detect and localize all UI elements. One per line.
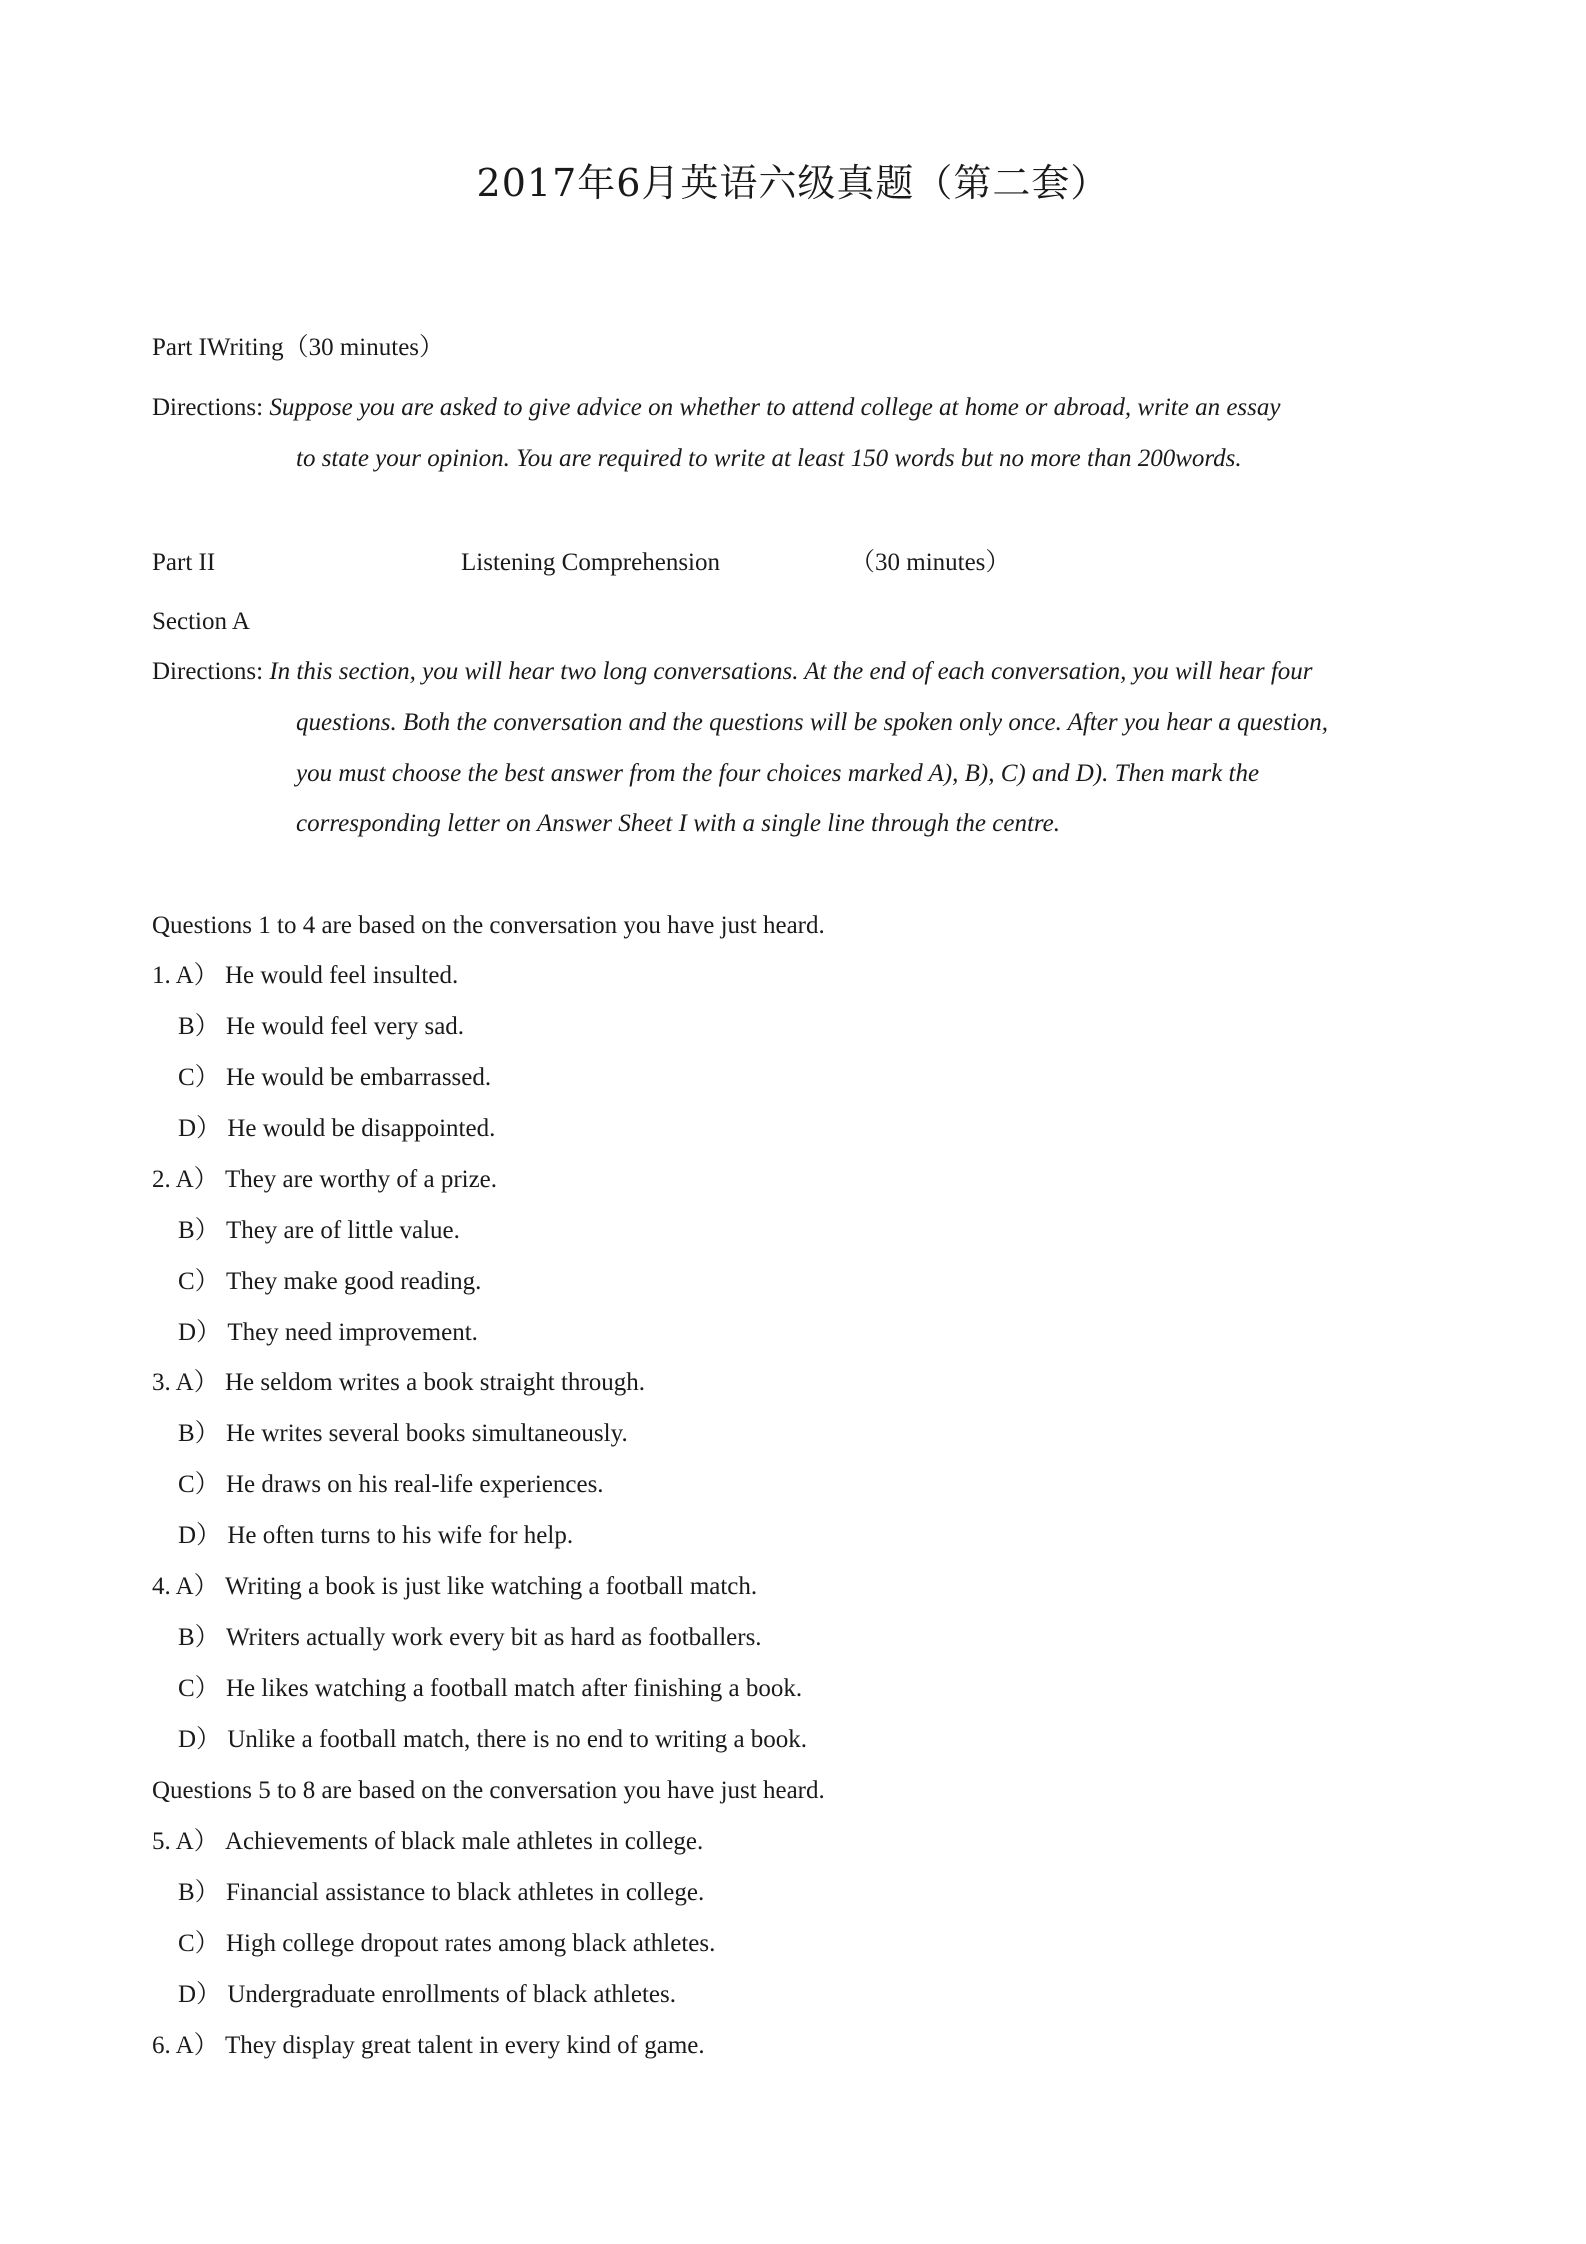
word-max-number: 200 — [1137, 445, 1176, 472]
option-text: He often turns to his wife for help. — [227, 1522, 574, 1549]
part2-directions-line2: questions. Both the conversation and the questions will be spoken only once. After you hear a question, — [296, 709, 1329, 736]
part2-time: （30 minutes） — [850, 549, 1011, 576]
directions-text: with a single line through the centre. — [686, 810, 1061, 837]
question-number: 6. — [152, 2032, 171, 2059]
question-group-heading: Questions 5 to 8 are based on the conversation you have just heard. — [152, 1777, 825, 1804]
question-6-option-a — [152, 2031, 705, 2061]
option-text: Achievements of black male athletes in college. — [224, 1828, 704, 1855]
option-letter: D） — [178, 1115, 222, 1142]
option-text: Financial assistance to black athletes in college. — [225, 1879, 705, 1906]
option-letter: B） — [178, 1217, 220, 1244]
question-5-option-c — [178, 1929, 715, 1959]
option-text: He would be embarrassed. — [225, 1064, 492, 1091]
question-2-option-d — [178, 1318, 478, 1348]
option-letter: B） — [178, 1013, 220, 1040]
option-text: They are worthy of a prize. — [224, 1166, 498, 1193]
part1-heading: Part IWriting（30 minutes） — [152, 334, 445, 361]
answer-sheet-reference: Answer Sheet I — [536, 810, 687, 837]
option-letter: C） — [178, 1268, 220, 1295]
option-letter: A） — [175, 962, 219, 989]
option-text: They make good reading. — [225, 1268, 482, 1295]
option-text: He would be disappointed. — [227, 1115, 496, 1142]
question-number: 3. — [152, 1369, 171, 1396]
part2-directions-line4 — [296, 809, 1060, 839]
option-letter: B） — [178, 1624, 220, 1651]
option-letter: C） — [178, 1930, 220, 1957]
option-letter: B） — [178, 1879, 220, 1906]
question-1-option-a — [152, 961, 458, 991]
directions-text: to state your opinion. You are required to write at least — [296, 445, 851, 472]
question-group-heading: Questions 1 to 4 are based on the conversation you have just heard. — [152, 912, 825, 939]
directions-text: Suppose you are asked to give advice on whether to attend college at home or abroad, write an essay — [269, 394, 1281, 421]
option-text: Writers actually work every bit as hard as footballers. — [225, 1624, 762, 1651]
part2-label: Part II — [152, 549, 216, 576]
part2-directions-line3: you must choose the best answer from the four choices marked A), B), C) and D). Then mark the — [296, 760, 1260, 787]
part1-directions-line1 — [152, 393, 1444, 423]
question-number: 5. — [152, 1828, 171, 1855]
question-2-option-c — [178, 1267, 481, 1297]
question-3-option-b — [178, 1419, 628, 1449]
question-3-option-c — [178, 1470, 604, 1500]
question-4-option-a — [152, 1572, 757, 1602]
directions-label: Directions: — [152, 658, 264, 685]
directions-text: words but no more than — [888, 445, 1138, 472]
option-text: They need improvement. — [227, 1319, 478, 1346]
option-text: Writing a book is just like watching a football match. — [224, 1573, 758, 1600]
option-letter: A） — [175, 1369, 219, 1396]
option-letter: D） — [178, 1981, 222, 2008]
option-letter: C） — [178, 1064, 220, 1091]
question-4-option-c — [178, 1674, 802, 1704]
directions-text: corresponding letter on — [296, 810, 537, 837]
question-5-option-d — [178, 1980, 676, 2010]
question-3-option-a — [152, 1368, 645, 1398]
part2-title: Listening Comprehension — [461, 549, 720, 576]
option-text: He would feel insulted. — [224, 962, 459, 989]
question-4-option-d — [178, 1725, 807, 1755]
option-text: High college dropout rates among black athletes. — [225, 1930, 716, 1957]
question-1-option-c — [178, 1063, 491, 1093]
option-letter: A） — [175, 2032, 219, 2059]
question-5-option-a — [152, 1827, 703, 1857]
part1-directions-line2 — [296, 444, 1242, 474]
question-3-option-d — [178, 1521, 573, 1551]
option-letter: D） — [178, 1726, 222, 1753]
option-letter: A） — [175, 1828, 219, 1855]
directions-label: Directions: — [152, 394, 264, 421]
question-4-option-b — [178, 1623, 762, 1653]
option-text: He seldom writes a book straight through. — [224, 1369, 646, 1396]
question-number: 2. — [152, 1166, 171, 1193]
option-text: They display great talent in every kind of game. — [224, 2032, 705, 2059]
directions-text: words. — [1175, 445, 1242, 472]
option-letter: D） — [178, 1319, 222, 1346]
option-text: He draws on his real-life experiences. — [225, 1471, 604, 1498]
option-letter: C） — [178, 1471, 220, 1498]
question-2-option-b — [178, 1216, 460, 1246]
section-a-heading: Section A — [152, 608, 250, 635]
option-text: They are of little value. — [225, 1217, 460, 1244]
option-text: He writes several books simultaneously. — [225, 1420, 628, 1447]
option-letter: C） — [178, 1675, 220, 1702]
option-letter: A） — [175, 1166, 219, 1193]
option-letter: D） — [178, 1522, 222, 1549]
question-1-option-d — [178, 1114, 495, 1144]
page-title: 2017年6月英语六级真题（第二套） — [476, 161, 1110, 205]
question-number: 4. — [152, 1573, 171, 1600]
option-text: He would feel very sad. — [225, 1013, 465, 1040]
directions-text: In this section, you will hear two long conversations. At the end of each conversation, you will hear four — [269, 658, 1313, 685]
option-text: He likes watching a football match after finishing a book. — [225, 1675, 803, 1702]
word-min-number: 150 — [850, 445, 889, 472]
option-text: Unlike a football match, there is no end to writing a book. — [227, 1726, 808, 1753]
question-1-option-b — [178, 1012, 464, 1042]
question-5-option-b — [178, 1878, 704, 1908]
option-text: Undergraduate enrollments of black athletes. — [227, 1981, 676, 2008]
option-letter: A） — [175, 1573, 219, 1600]
option-letter: B） — [178, 1420, 220, 1447]
part2-directions-line1 — [152, 657, 1444, 687]
question-2-option-a — [152, 1165, 497, 1195]
question-number: 1. — [152, 962, 171, 989]
